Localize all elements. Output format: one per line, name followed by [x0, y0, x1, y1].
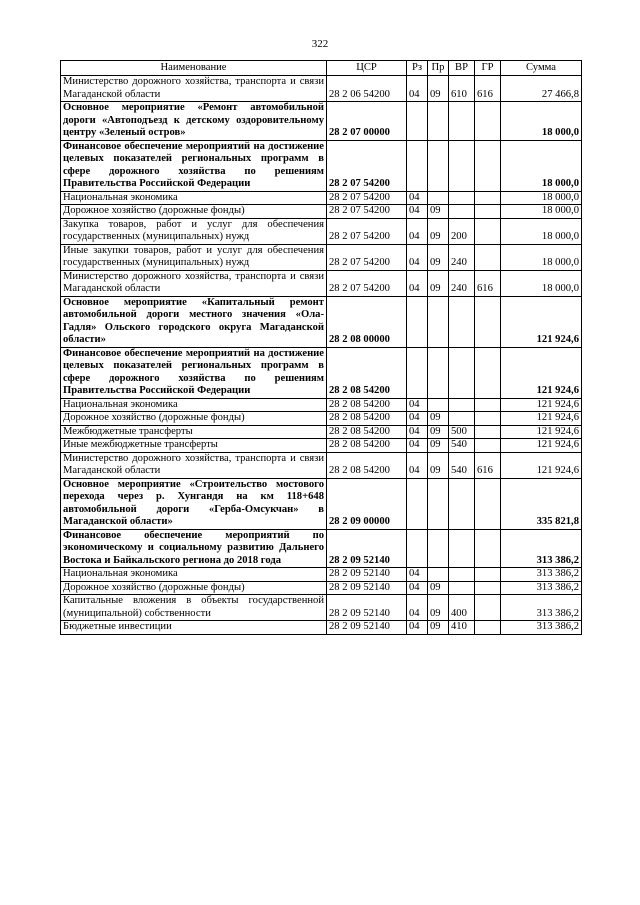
- row-csr: 28 2 07 54200: [327, 218, 407, 244]
- row-vr: [449, 398, 475, 412]
- row-gr: [475, 595, 501, 621]
- row-name: Закупка товаров, работ и услуг для обеспечения государственных (муниципальных) нужд: [61, 218, 327, 244]
- row-sum: 18 000,0: [501, 218, 582, 244]
- row-pr: 09: [428, 595, 449, 621]
- row-vr: [449, 412, 475, 426]
- row-name: Дорожное хозяйство (дорожные фонды): [61, 412, 327, 426]
- table-row: [61, 595, 582, 621]
- row-pr: [428, 347, 449, 398]
- row-sum: 313 386,2: [501, 581, 582, 595]
- row-rz: 04: [407, 425, 428, 439]
- row-gr: [475, 439, 501, 453]
- row-csr: 28 2 09 52140: [327, 621, 407, 635]
- row-gr: [475, 244, 501, 270]
- row-name: Основное мероприятие «Ремонт автомобильной дороги «Автоподъезд к детскому оздоровительному центру «Зеленый остров»: [61, 102, 327, 141]
- row-pr: 09: [428, 270, 449, 296]
- row-csr: 28 2 09 52140: [327, 568, 407, 582]
- row-pr: 09: [428, 439, 449, 453]
- row-name: Финансовое обеспечение мероприятий по экономическому и социальному развитию Дальнего Востока и Байкальского региона до 2018 года: [61, 529, 327, 568]
- row-vr: [449, 568, 475, 582]
- row-rz: 04: [407, 205, 428, 219]
- page-number: 322: [311, 38, 329, 50]
- row-csr: 28 2 07 00000: [327, 102, 407, 141]
- header-gr: ГР: [475, 61, 501, 76]
- table-header-row: [61, 61, 582, 76]
- row-vr: [449, 529, 475, 568]
- row-gr: [475, 621, 501, 635]
- table-row: [61, 529, 582, 568]
- table-row: [61, 452, 582, 478]
- row-name: Финансовое обеспечение мероприятий на достижение целевых показателей региональных программ в сфере дорожного хозяйства по решениям Правительства Российской Федерации: [61, 140, 327, 191]
- table-row: [61, 425, 582, 439]
- row-sum: 18 000,0: [501, 140, 582, 191]
- row-pr: 09: [428, 581, 449, 595]
- row-gr: 616: [475, 270, 501, 296]
- row-rz: [407, 347, 428, 398]
- row-gr: [475, 398, 501, 412]
- table-row: [61, 581, 582, 595]
- row-sum: 27 466,8: [501, 76, 582, 102]
- row-vr: 400: [449, 595, 475, 621]
- row-pr: 09: [428, 244, 449, 270]
- table-row: [61, 347, 582, 398]
- row-rz: [407, 102, 428, 141]
- row-csr: 28 2 07 54200: [327, 270, 407, 296]
- row-vr: [449, 191, 475, 205]
- row-name: Национальная экономика: [61, 568, 327, 582]
- row-name: Министерство дорожного хозяйства, транспорта и связи Магаданской области: [61, 270, 327, 296]
- row-vr: [449, 581, 475, 595]
- row-vr: [449, 347, 475, 398]
- row-csr: 28 2 09 52140: [327, 595, 407, 621]
- row-gr: [475, 102, 501, 141]
- row-pr: 09: [428, 452, 449, 478]
- row-vr: 240: [449, 270, 475, 296]
- row-pr: [428, 191, 449, 205]
- row-sum: 313 386,2: [501, 595, 582, 621]
- table-row: [61, 140, 582, 191]
- row-pr: [428, 478, 449, 529]
- row-pr: [428, 529, 449, 568]
- row-sum: 313 386,2: [501, 568, 582, 582]
- row-vr: 540: [449, 452, 475, 478]
- row-vr: [449, 478, 475, 529]
- row-csr: 28 2 08 54200: [327, 425, 407, 439]
- header-name: Наименование: [61, 61, 327, 76]
- row-csr: 28 2 07 54200: [327, 191, 407, 205]
- row-gr: [475, 347, 501, 398]
- row-rz: 04: [407, 398, 428, 412]
- row-gr: 616: [475, 76, 501, 102]
- budget-table: [60, 60, 582, 635]
- row-rz: 04: [407, 568, 428, 582]
- row-csr: 28 2 09 00000: [327, 478, 407, 529]
- header-sum: Сумма: [501, 61, 582, 76]
- row-rz: [407, 478, 428, 529]
- table-row: [61, 205, 582, 219]
- row-gr: [475, 568, 501, 582]
- table-row: [61, 478, 582, 529]
- row-vr: 500: [449, 425, 475, 439]
- row-pr: 09: [428, 218, 449, 244]
- table-row: [61, 244, 582, 270]
- table-row: [61, 412, 582, 426]
- row-name: Финансовое обеспечение мероприятий на достижение целевых показателей региональных программ в сфере дорожного хозяйства по решениям Правительства Российской Федерации: [61, 347, 327, 398]
- table-row: [61, 270, 582, 296]
- row-vr: [449, 296, 475, 347]
- header-pr: Пр: [428, 61, 449, 76]
- table-row: [61, 191, 582, 205]
- row-rz: 04: [407, 621, 428, 635]
- row-sum: 121 924,6: [501, 296, 582, 347]
- table-body: [61, 76, 582, 635]
- row-gr: [475, 296, 501, 347]
- row-vr: 200: [449, 218, 475, 244]
- row-name: Национальная экономика: [61, 398, 327, 412]
- row-rz: [407, 529, 428, 568]
- row-name: Основное мероприятие «Капитальный ремонт автомобильной дороги местного значения «Ола-Гадля» Ольского городского округа Магаданской области»: [61, 296, 327, 347]
- row-csr: 28 2 09 52140: [327, 529, 407, 568]
- row-rz: 04: [407, 412, 428, 426]
- row-sum: 18 000,0: [501, 102, 582, 141]
- header-rz: Рз: [407, 61, 428, 76]
- row-name: Капитальные вложения в объекты государственной (муниципальной) собственности: [61, 595, 327, 621]
- row-csr: 28 2 06 54200: [327, 76, 407, 102]
- row-vr: [449, 102, 475, 141]
- row-sum: 121 924,6: [501, 439, 582, 453]
- table-row: [61, 439, 582, 453]
- row-gr: 616: [475, 452, 501, 478]
- row-sum: 121 924,6: [501, 452, 582, 478]
- table-row: [61, 398, 582, 412]
- row-name: Бюджетные инвестиции: [61, 621, 327, 635]
- row-rz: [407, 140, 428, 191]
- row-rz: [407, 296, 428, 347]
- row-gr: [475, 529, 501, 568]
- row-gr: [475, 140, 501, 191]
- row-name: Министерство дорожного хозяйства, транспорта и связи Магаданской области: [61, 76, 327, 102]
- row-rz: 04: [407, 76, 428, 102]
- row-gr: [475, 478, 501, 529]
- row-csr: 28 2 08 54200: [327, 452, 407, 478]
- row-sum: 18 000,0: [501, 270, 582, 296]
- row-pr: [428, 398, 449, 412]
- row-name: Дорожное хозяйство (дорожные фонды): [61, 205, 327, 219]
- row-sum: 18 000,0: [501, 244, 582, 270]
- row-vr: 240: [449, 244, 475, 270]
- row-vr: 610: [449, 76, 475, 102]
- row-sum: 121 924,6: [501, 425, 582, 439]
- row-vr: [449, 205, 475, 219]
- row-name: Межбюджетные трансферты: [61, 425, 327, 439]
- row-vr: [449, 140, 475, 191]
- table-row: [61, 76, 582, 102]
- row-csr: 28 2 08 00000: [327, 296, 407, 347]
- row-pr: 09: [428, 425, 449, 439]
- row-rz: 04: [407, 581, 428, 595]
- row-gr: [475, 581, 501, 595]
- row-pr: 09: [428, 205, 449, 219]
- row-name: Национальная экономика: [61, 191, 327, 205]
- row-pr: [428, 140, 449, 191]
- row-rz: 04: [407, 452, 428, 478]
- row-csr: 28 2 09 52140: [327, 581, 407, 595]
- row-name: Основное мероприятие «Строительство мостового перехода через р. Хунгандя на км 118+648 автомобильной дороги «Герба-Омсукчан» в Магаданской области»: [61, 478, 327, 529]
- row-sum: 335 821,8: [501, 478, 582, 529]
- row-pr: [428, 102, 449, 141]
- row-rz: 04: [407, 244, 428, 270]
- row-vr: 540: [449, 439, 475, 453]
- table-row: [61, 218, 582, 244]
- row-pr: 09: [428, 412, 449, 426]
- row-csr: 28 2 07 54200: [327, 140, 407, 191]
- row-sum: 121 924,6: [501, 398, 582, 412]
- row-name: Дорожное хозяйство (дорожные фонды): [61, 581, 327, 595]
- row-sum: 313 386,2: [501, 529, 582, 568]
- table-row: [61, 296, 582, 347]
- row-rz: 04: [407, 218, 428, 244]
- row-pr: 09: [428, 76, 449, 102]
- row-pr: [428, 296, 449, 347]
- row-csr: 28 2 08 54200: [327, 398, 407, 412]
- row-vr: 410: [449, 621, 475, 635]
- row-csr: 28 2 08 54200: [327, 412, 407, 426]
- row-rz: 04: [407, 439, 428, 453]
- row-name: Иные закупки товаров, работ и услуг для обеспечения государственных (муниципальных) нужд: [61, 244, 327, 270]
- header-vr: ВР: [449, 61, 475, 76]
- table-row: [61, 102, 582, 141]
- row-rz: 04: [407, 191, 428, 205]
- row-gr: [475, 205, 501, 219]
- row-rz: 04: [407, 270, 428, 296]
- table-row: [61, 568, 582, 582]
- row-pr: [428, 568, 449, 582]
- table-row: [61, 621, 582, 635]
- row-sum: 313 386,2: [501, 621, 582, 635]
- row-csr: 28 2 08 54200: [327, 347, 407, 398]
- row-csr: 28 2 07 54200: [327, 244, 407, 270]
- row-sum: 121 924,6: [501, 412, 582, 426]
- row-rz: 04: [407, 595, 428, 621]
- row-name: Министерство дорожного хозяйства, транспорта и связи Магаданской области: [61, 452, 327, 478]
- row-gr: [475, 425, 501, 439]
- header-csr: ЦСР: [327, 61, 407, 76]
- row-gr: [475, 412, 501, 426]
- row-pr: 09: [428, 621, 449, 635]
- row-name: Иные межбюджетные трансферты: [61, 439, 327, 453]
- row-csr: 28 2 08 54200: [327, 439, 407, 453]
- row-gr: [475, 218, 501, 244]
- row-gr: [475, 191, 501, 205]
- row-sum: 121 924,6: [501, 347, 582, 398]
- row-csr: 28 2 07 54200: [327, 205, 407, 219]
- row-sum: 18 000,0: [501, 205, 582, 219]
- row-sum: 18 000,0: [501, 191, 582, 205]
